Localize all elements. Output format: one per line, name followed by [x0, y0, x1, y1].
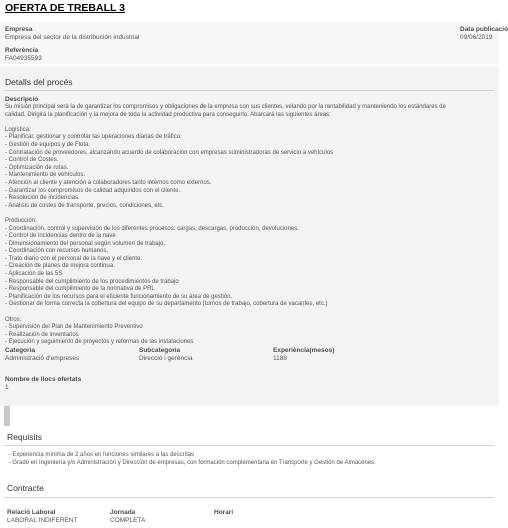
subcategoria-label: Subcategoria — [139, 347, 181, 354]
page-title: OFERTA DE TREBALL 3 — [5, 2, 125, 14]
categoria-block — [5, 347, 79, 363]
subcategoria-block — [139, 347, 192, 363]
details-divider — [4, 90, 494, 91]
horari-label: Horari — [214, 509, 234, 516]
experiencia-block — [273, 347, 334, 363]
section-marker — [4, 406, 10, 426]
jornada-value: COMPLETA — [110, 517, 146, 524]
publication-date-value: 09/06/2019 — [460, 34, 493, 41]
requisits-heading: Requisits — [7, 432, 42, 442]
jornada-label: Jornada — [110, 509, 136, 516]
referencia-block — [5, 47, 42, 63]
empresa-block — [5, 26, 139, 42]
requisits-list: - Experiencia mínima de 2 años en funciones similares a las descritas - Grado en Ingeniería y/o Administración y Dirección de empresas, con formación complementaria en Transporte y Gestión de Almacenes. — [8, 452, 376, 466]
referencia-label: Referència — [5, 47, 39, 54]
experiencia-label: Experiència(mesos) — [273, 347, 335, 354]
subcategoria-value: Direcció i gerència — [139, 355, 193, 362]
categoria-value: Administració d'empreses — [5, 355, 80, 362]
jornada-block — [110, 509, 145, 525]
llocs-block — [5, 376, 81, 392]
empresa-label: Empresa — [5, 26, 33, 33]
publication-date-block — [460, 26, 508, 42]
horari-block — [214, 509, 233, 517]
referencia-value: FA04935593 — [5, 55, 42, 62]
relacio-block — [7, 509, 78, 525]
details-heading: Detalls del procés — [5, 77, 73, 87]
publication-date-label: Data publicació — [460, 26, 508, 33]
llocs-label: Nombre de llocs ofertats — [5, 376, 82, 383]
relacio-value: LABORAL INDIFERENT — [7, 517, 78, 524]
experiencia-value: 1188 — [273, 355, 287, 362]
contracte-heading: Contracte — [7, 483, 44, 493]
descripcio-label: Descripció — [5, 96, 39, 103]
categoria-label: Categoria — [5, 347, 35, 354]
relacio-label: Relació Laboral — [7, 509, 56, 516]
requisits-divider — [4, 445, 494, 446]
empresa-value: Empresa del sector de la distribución industrial — [5, 34, 140, 41]
llocs-value: 1 — [5, 384, 9, 391]
descripcio-text: Su misión principal será la de garantizar los compromisos y obligaciones de la empresa con sus clientes, velando por la rentabilidad y manteniendo los estándares de calidad. Dirigirá la planificación y la mejora de toda la actividad productiva para conseguirlo. Abarcará las siguientes áreas: Logística: - Planificar, gestionar y controlar las operaciones diarias de tráfico. - Gestión de equipos y de Flota. - Contratación de proveedores, alcanzando acuerdo de colaboración con empresas suministradoras de servicio a vehículos - Control de Costes. - Optimización de rutas. - Mantenimiento de vehículos. - Atención al cliente y atención a colaboradores tanto internos como externos. - Garantizar los compromisos de calidad adquiridos con el cliente. - Resolución de incidencias. - Análisis de costes de transporte, precios, condiciones, etc. Producción: - Coordinación, control y supervisión de los diferentes procesos: cargas, descargas, producción, devoluciones. - Control de incidencias dentro de la nave - Dimensionamiento del personal según volumen de trabajo. - Coordinación con recursos humanos. - Trato diario con el personal de la nave y el cliente. - Creación de planes de mejora continua. - Aplicación de las 5S - Responsable del cumplimiento de los procedimientos de trabajo - Responsable del cumplimiento de la normativa de PRL - Planificación de los recursos para el eficiente funcionamiento de su área de gestión. - Gestionar de forma correcta la cobertura del equipo de su departamento (turnos de trabajo, cobertura de vacantes, etc.) Otros: - Supervisión del Plan de Mantenimiento Preventivo - Realización de inventarios - Ejecución y seguimiento de proyectos y reformas de las instalaciones — [5, 104, 446, 346]
contracte-divider — [4, 497, 494, 498]
